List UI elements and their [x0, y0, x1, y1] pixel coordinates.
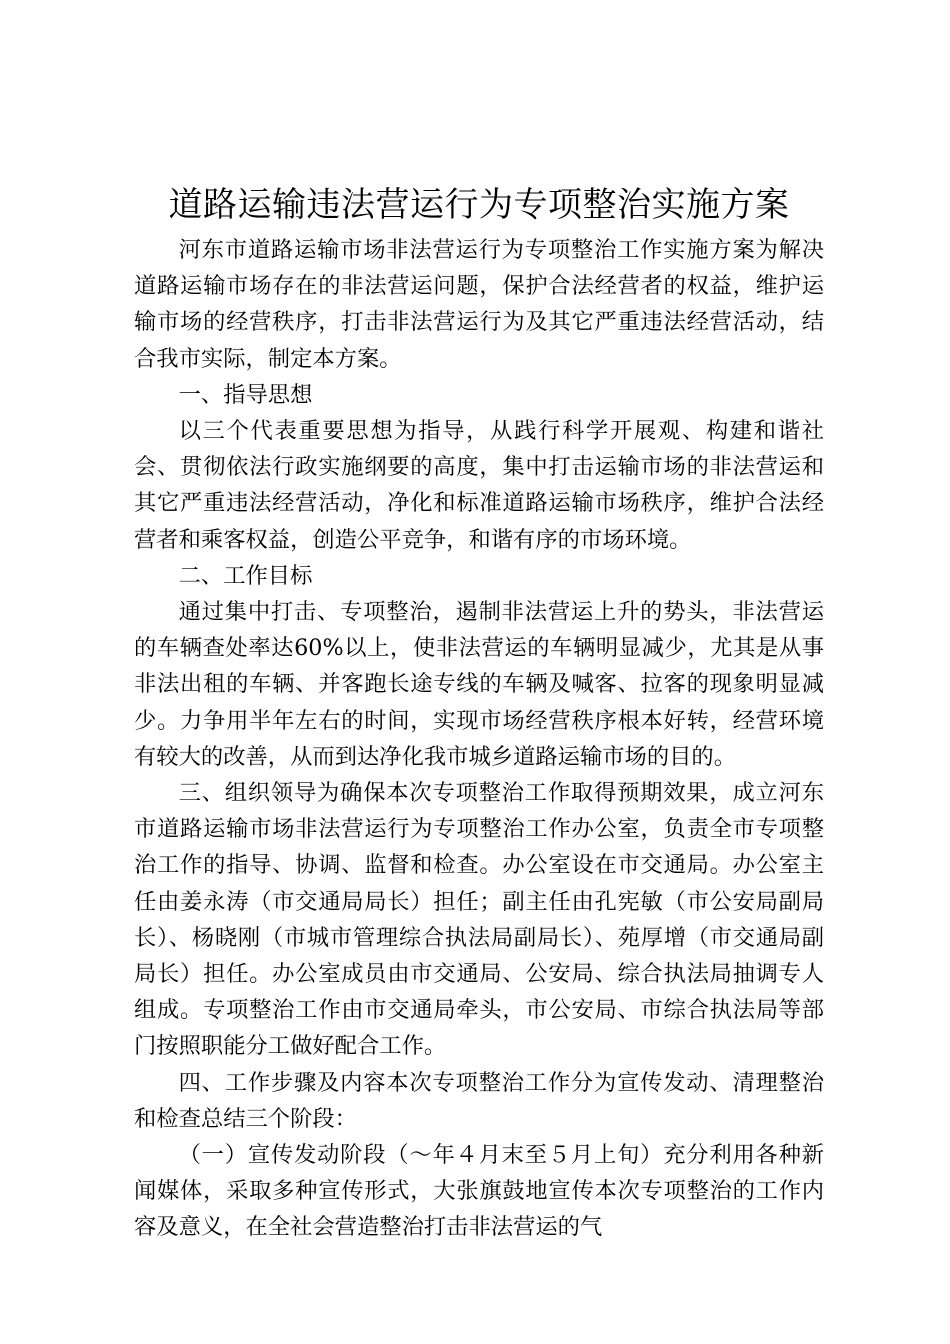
document-page	[134, 180, 824, 1246]
paragraph-publicity-stage: （一）宣传发动阶段（～年４月末至５月上旬）充分利用各种新闻媒体，采取多种宣传形式，大张旗鼓地宣传本次专项整治的工作内容及意义，在全社会营造整治打击非法营运的气	[134, 1142, 824, 1241]
paragraph-guiding-ideology: 以三个代表重要思想为指导，从践行科学开展观、构建和谐社会、贯彻依法行政实施纲要的高度，集中打击运输市场的非法营运和其它严重违法经营活动，净化和标准道路运输市场秩序，维护合法经营者和乘客权益，创造公平竞争，和谐有序的市场环境。	[134, 418, 824, 553]
heading-work-goals: 二、工作目标	[178, 562, 313, 589]
paragraph-work-goals: 通过集中打击、专项整治，遏制非法营运上升的势头，非法营运的车辆查处率达60%以上，使非法营运的车辆明显减少，尤其是从事非法出租的车辆、并客跑长途专线的车辆及喊客、拉客的现象明显减少。力争用半年左右的时间，实现市场经营秩序根本好转，经营环境有较大的改善，从而到达净化我市城乡道路运输市场的目的。	[134, 599, 824, 770]
document-title: 道路运输违法营运行为专项整治实施方案	[168, 185, 790, 225]
paragraph-work-steps: 四、工作步骤及内容本次专项整治工作分为宣传发动、清理整治和检查总结三个阶段：	[134, 1069, 824, 1132]
paragraph-organization: 三、组织领导为确保本次专项整治工作取得预期效果，成立河东市道路运输市场非法营运行为专项整治工作办公室，负责全市专项整治工作的指导、协调、监督和检查。办公室设在市交通局。办公室主任由姜永涛（市交通局局长）担任；副主任由孔宪敏（市公安局副局长）、杨晓刚（市城市管理综合执法局副局长）、苑厚增（市交通局副局长）担任。办公室成员由市交通局、公安局、综合执法局抽调专人组成。专项整治工作由市交通局牵头，市公安局、市综合执法局等部门按照职能分工做好配合工作。	[134, 780, 824, 1060]
paragraph-intro: 河东市道路运输市场非法营运行为专项整治工作实施方案为解决道路运输市场存在的非法营运问题，保护合法经营者的权益，维护运输市场的经营秩序，打击非法营运行为及其它严重违法经营活动，结合我市实际，制定本方案。	[134, 237, 824, 372]
heading-guiding-ideology: 一、指导思想	[178, 381, 313, 408]
